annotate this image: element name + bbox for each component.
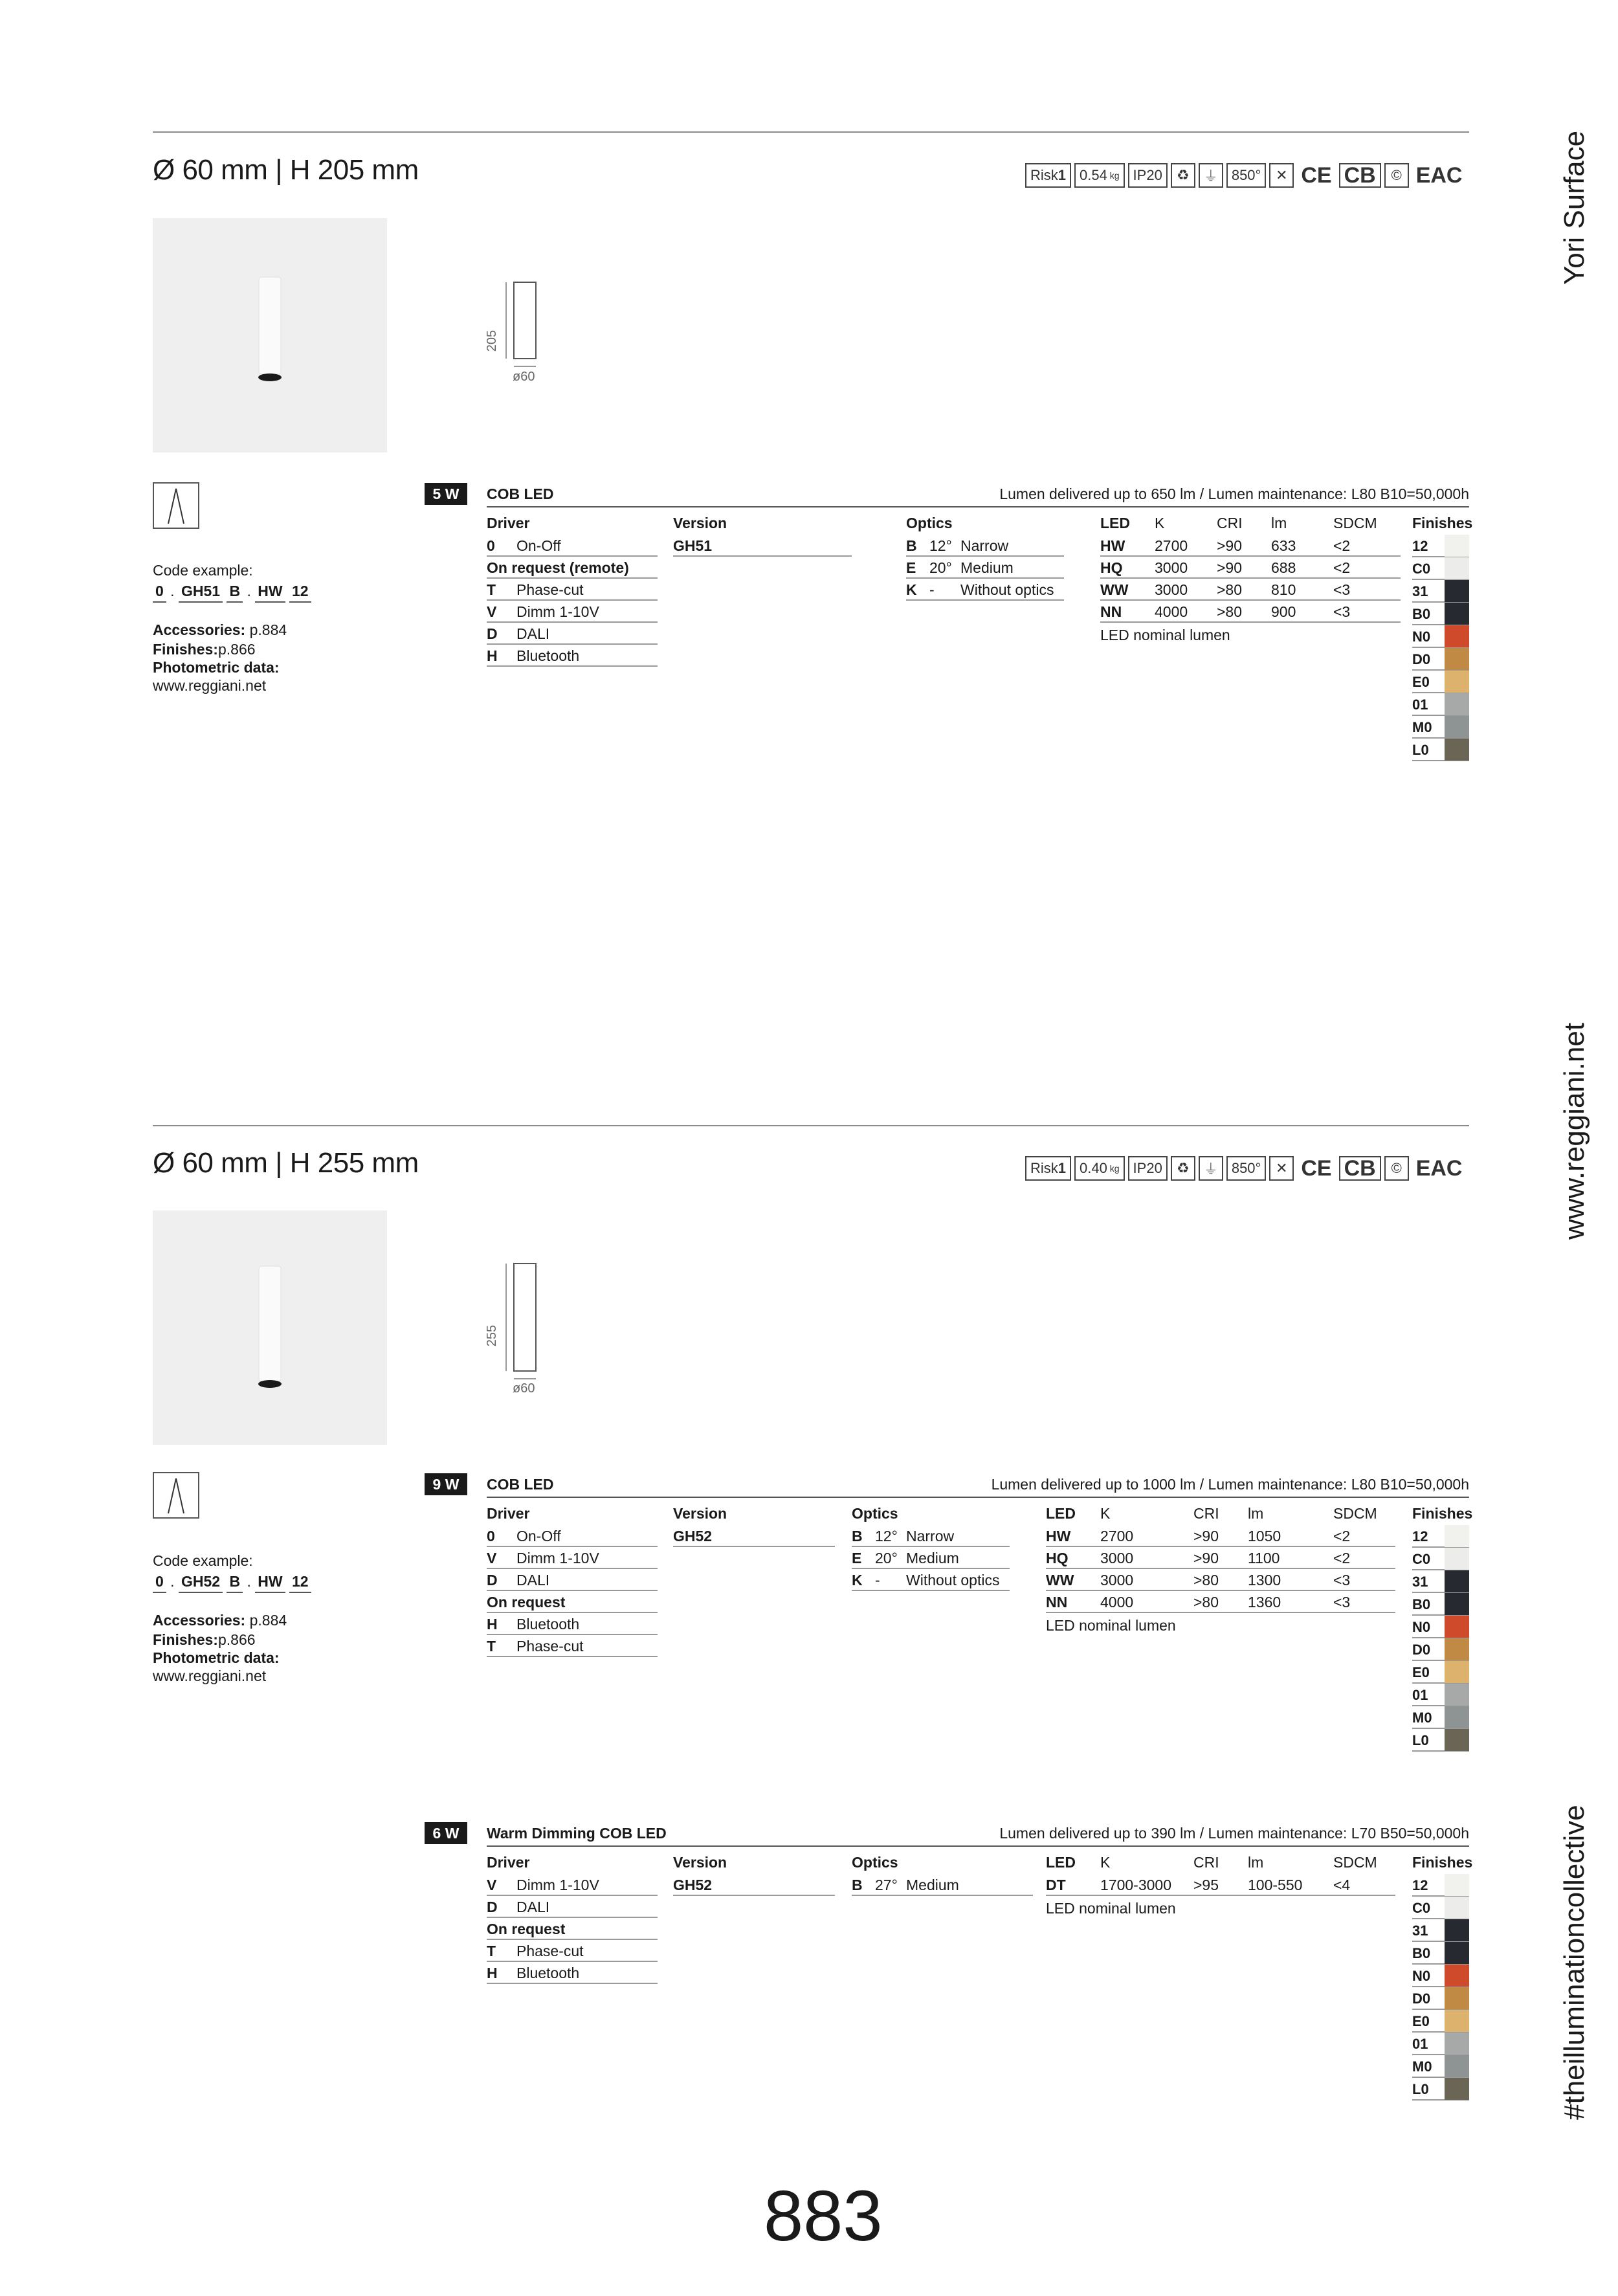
- finish-code: C0: [1412, 1551, 1431, 1567]
- led-table: [1046, 1502, 1395, 1634]
- section-divider: [153, 131, 1469, 133]
- finish-swatch: [1445, 648, 1469, 670]
- finish-code: E0: [1412, 2013, 1430, 2029]
- finish-option[interactable]: [1412, 1548, 1469, 1570]
- led-row[interactable]: NN 4000 >80 1360 <3: [1046, 1591, 1395, 1613]
- driver-option[interactable]: V Dimm 1-10V: [487, 1547, 658, 1569]
- photometric-link[interactable]: www.reggiani.net: [153, 677, 267, 694]
- product-title: Ø 60 mm | H 205 mm: [153, 154, 419, 186]
- optics-column: Optics B 12° Narrow E 20° Medium K - Without optics: [906, 511, 1064, 601]
- finish-swatch: [1445, 1616, 1469, 1638]
- finish-swatch: [1445, 2078, 1469, 2100]
- code-example-value: 0 . GH52 B . HW 12: [153, 1571, 311, 1593]
- finish-option[interactable]: [1412, 1965, 1469, 1987]
- code-example-label: Code example:: [153, 1552, 253, 1569]
- code-example: [153, 1550, 311, 1685]
- finish-option[interactable]: [1412, 1706, 1469, 1729]
- finish-swatch: [1445, 1965, 1469, 1987]
- ce-mark-icon: CE: [1301, 1155, 1332, 1181]
- version-code[interactable]: GH51: [673, 535, 852, 557]
- driver-option[interactable]: H Bluetooth: [487, 645, 658, 667]
- ce-mark-icon: CE: [1301, 162, 1332, 188]
- finish-option[interactable]: [1412, 535, 1469, 557]
- finish-swatch: [1445, 625, 1469, 647]
- led-table-header: LED K CRI lm SDCM: [1046, 1505, 1377, 1522]
- finish-swatch: [1445, 580, 1469, 602]
- weight-icon: 0.54 kg: [1074, 163, 1125, 188]
- finish-option[interactable]: [1412, 2078, 1469, 2101]
- accessories-ref: Accessories: p.884: [153, 621, 287, 638]
- finish-swatch: [1445, 1638, 1469, 1660]
- finish-swatch: [1445, 2010, 1469, 2032]
- finish-code: D0: [1412, 1990, 1431, 2007]
- finish-code: M0: [1412, 2058, 1432, 2075]
- code-example-value: 0 . GH51 B . HW 12: [153, 581, 311, 603]
- led-row[interactable]: HQ 3000 >90 688 <2: [1100, 557, 1401, 579]
- finish-swatch: [1445, 1593, 1469, 1615]
- height-dimension: 255: [485, 1324, 500, 1347]
- finish-code: B0: [1412, 1945, 1431, 1961]
- driver-column: Driver 0 On-Off V Dimm 1-10V D DALI On request H Bluetooth T Phase-cut: [487, 1502, 658, 1657]
- finish-option[interactable]: [1412, 1525, 1469, 1548]
- finish-code: N0: [1412, 1968, 1431, 1984]
- finish-swatch: [1445, 671, 1469, 693]
- driver-on-request: On request: [487, 1591, 658, 1613]
- led-type: COB LED: [487, 485, 554, 502]
- finish-option[interactable]: [1412, 1570, 1469, 1593]
- finish-code: E0: [1412, 1664, 1430, 1680]
- photometric-ref: Photometric data:: [153, 659, 280, 676]
- side-hashtag: #theilluminationcollective: [1558, 1805, 1590, 2120]
- risk-group-icon: Risk 1: [1025, 1156, 1071, 1181]
- height-dimension: 205: [485, 329, 500, 352]
- diameter-dimension: ø60: [513, 370, 535, 384]
- finish-code: L0: [1412, 2081, 1429, 2097]
- finishes-column: Finishes 12 C0 31 B0 N0 D0 E0 01 M0 L0: [1412, 1851, 1469, 2101]
- accessories-ref: Accessories: p.884: [153, 1612, 287, 1629]
- finish-option[interactable]: [1412, 1684, 1469, 1706]
- driver-option[interactable]: 0 On-Off: [487, 1525, 658, 1547]
- section-divider: [153, 1125, 1469, 1126]
- product-photo: [153, 1210, 387, 1445]
- finish-swatch: [1445, 2055, 1469, 2077]
- finish-swatch: [1445, 557, 1469, 579]
- finish-swatch: [1445, 1525, 1469, 1547]
- finish-swatch: [1445, 603, 1469, 625]
- finish-code: C0: [1412, 561, 1431, 577]
- driver-option[interactable]: T Phase-cut: [487, 1635, 658, 1657]
- driver-on-request: On request: [487, 1918, 658, 1940]
- led-row[interactable]: WW 3000 >80 810 <3: [1100, 579, 1401, 601]
- led-table: [1100, 511, 1401, 644]
- version-column: Version GH52: [673, 1502, 835, 1547]
- finish-option[interactable]: [1412, 1616, 1469, 1638]
- led-table-header: LED K CRI lm SDCM: [1046, 1854, 1377, 1871]
- eac-mark-icon: EAC: [1415, 1155, 1463, 1181]
- finish-code: M0: [1412, 1710, 1432, 1726]
- finish-swatch: [1445, 1570, 1469, 1592]
- diameter-dimension: ø60: [513, 1381, 535, 1396]
- finish-option[interactable]: [1412, 1638, 1469, 1661]
- product-title: Ø 60 mm | H 255 mm: [153, 1147, 419, 1179]
- lumen-info: Lumen delivered up to 390 lm / Lumen maintenance: L70 B50=50,000h: [999, 1825, 1469, 1842]
- power-badge: 6 W: [425, 1822, 467, 1844]
- led-row[interactable]: HQ 3000 >90 1100 <2: [1046, 1547, 1395, 1569]
- version-code[interactable]: GH52: [673, 1874, 835, 1896]
- code-example: [153, 560, 311, 695]
- finish-option[interactable]: [1412, 1874, 1469, 1897]
- ip-rating-icon: IP20: [1128, 163, 1168, 188]
- finish-swatch: [1445, 1684, 1469, 1706]
- lamp-illustration: [153, 1210, 387, 1445]
- finish-swatch: [1445, 693, 1469, 715]
- no-insulation-icon: ✕: [1269, 163, 1294, 188]
- certification-icons: [1025, 1156, 1466, 1181]
- finish-code: 12: [1412, 1877, 1428, 1893]
- finish-option[interactable]: [1412, 2010, 1469, 2033]
- finish-code: L0: [1412, 742, 1429, 758]
- finish-option[interactable]: [1412, 2055, 1469, 2078]
- ccc-mark-icon: ©: [1384, 163, 1409, 188]
- temperature-icon: 850°: [1226, 1156, 1267, 1181]
- page-number: 883: [764, 2176, 883, 2256]
- driver-option[interactable]: D DALI: [487, 1569, 658, 1591]
- dimension-drawing: [485, 1257, 550, 1399]
- finish-swatch: [1445, 1661, 1469, 1683]
- no-insulation-icon: ✕: [1269, 1156, 1294, 1181]
- finish-option[interactable]: [1412, 1897, 1469, 1919]
- optics-option[interactable]: B 27° Medium: [852, 1874, 1033, 1896]
- lamp-illustration: [153, 218, 387, 452]
- led-row[interactable]: WW 3000 >80 1300 <3: [1046, 1569, 1395, 1591]
- driver-option[interactable]: H Bluetooth: [487, 1962, 658, 1984]
- finish-swatch: [1445, 1548, 1469, 1570]
- finish-code: 01: [1412, 2036, 1428, 2052]
- driver-option[interactable]: D DALI: [487, 623, 658, 645]
- finish-option[interactable]: [1412, 580, 1469, 603]
- finish-code: 31: [1412, 583, 1428, 599]
- finish-code: B0: [1412, 1596, 1431, 1612]
- beam-icon: [153, 482, 199, 532]
- driver-option[interactable]: V Dimm 1-10V: [487, 1874, 658, 1896]
- driver-option[interactable]: D DALI: [487, 1896, 658, 1918]
- risk-group-icon: Risk 1: [1025, 163, 1071, 188]
- driver-on-request: On request (remote): [487, 557, 658, 579]
- led-row[interactable]: DT 1700-3000 >95 100-550 <4: [1046, 1874, 1395, 1896]
- eac-mark-icon: EAC: [1415, 162, 1463, 188]
- product-photo: [153, 218, 387, 452]
- finish-option[interactable]: [1412, 1942, 1469, 1965]
- finishes-column: Finishes 12 C0 31 B0 N0 D0 E0 01 M0 L0: [1412, 511, 1469, 761]
- optics-option[interactable]: E 20° Medium: [852, 1547, 1010, 1569]
- driver-column: Driver 0 On-Off On request (remote) T Phase-cut V Dimm 1-10V D DALI H Bluetooth: [487, 511, 658, 667]
- earth-ground-icon: ⏚: [1199, 1156, 1223, 1181]
- finish-code: 12: [1412, 1528, 1428, 1544]
- finish-option[interactable]: [1412, 625, 1469, 648]
- optics-option[interactable]: K - Without optics: [852, 1569, 1010, 1591]
- cb-mark-icon: CB: [1339, 163, 1381, 188]
- power-badge: 9 W: [425, 1473, 467, 1495]
- finish-code: 01: [1412, 1687, 1428, 1703]
- finish-swatch: [1445, 1987, 1469, 2009]
- finish-option[interactable]: [1412, 1919, 1469, 1942]
- finish-code: 01: [1412, 697, 1428, 713]
- version-column: Version GH51: [673, 511, 852, 557]
- finish-option[interactable]: [1412, 1661, 1469, 1684]
- earth-ground-icon: ⏚: [1199, 163, 1223, 188]
- optics-option[interactable]: B 12° Narrow: [906, 535, 1064, 557]
- led-type: COB LED: [487, 1476, 554, 1493]
- led-row[interactable]: NN 4000 >80 900 <3: [1100, 601, 1401, 623]
- led-note: LED nominal lumen: [1046, 1900, 1176, 1917]
- finish-option[interactable]: [1412, 603, 1469, 625]
- finish-list: [1412, 1874, 1469, 2101]
- finish-option[interactable]: [1412, 716, 1469, 739]
- finish-code: N0: [1412, 629, 1431, 645]
- optics-column: Optics B 27° Medium: [852, 1851, 1033, 1896]
- finishes-ref: Finishes:p.866: [153, 641, 256, 658]
- finish-swatch: [1445, 2033, 1469, 2055]
- finish-swatch: [1445, 1729, 1469, 1751]
- finish-code: 31: [1412, 1574, 1428, 1590]
- finish-swatch: [1445, 1942, 1469, 1964]
- finish-option[interactable]: [1412, 557, 1469, 580]
- driver-option[interactable]: H Bluetooth: [487, 1613, 658, 1635]
- optics-option[interactable]: K - Without optics: [906, 579, 1064, 601]
- side-product-name: Yori Surface: [1558, 130, 1590, 285]
- finish-code: C0: [1412, 1900, 1431, 1916]
- finish-swatch: [1445, 1874, 1469, 1896]
- driver-option[interactable]: T Phase-cut: [487, 579, 658, 601]
- finish-option[interactable]: [1412, 648, 1469, 671]
- finish-code: L0: [1412, 1732, 1429, 1748]
- temperature-icon: 850°: [1226, 163, 1267, 188]
- finish-code: M0: [1412, 719, 1432, 735]
- finish-list: [1412, 1525, 1469, 1752]
- finish-option[interactable]: [1412, 739, 1469, 761]
- driver-option[interactable]: T Phase-cut: [487, 1940, 658, 1962]
- finish-option[interactable]: [1412, 1729, 1469, 1752]
- optics-option[interactable]: B 12° Narrow: [852, 1525, 1010, 1547]
- finish-option[interactable]: [1412, 693, 1469, 716]
- lumen-info: Lumen delivered up to 650 lm / Lumen maintenance: L80 B10=50,000h: [999, 485, 1469, 502]
- ip-rating-icon: IP20: [1128, 1156, 1168, 1181]
- finish-swatch: [1445, 716, 1469, 738]
- version-code[interactable]: GH52: [673, 1525, 835, 1547]
- lumen-info: Lumen delivered up to 1000 lm / Lumen maintenance: L80 B10=50,000h: [991, 1476, 1469, 1493]
- optics-option[interactable]: E 20° Medium: [906, 557, 1064, 579]
- led-note: LED nominal lumen: [1100, 627, 1230, 643]
- finish-swatch: [1445, 535, 1469, 557]
- finishes-ref: Finishes:p.866: [153, 1631, 256, 1648]
- driver-option[interactable]: V Dimm 1-10V: [487, 601, 658, 623]
- finish-swatch: [1445, 739, 1469, 761]
- finish-code: D0: [1412, 651, 1431, 667]
- dimension-drawing: [485, 275, 550, 392]
- finish-option[interactable]: [1412, 1593, 1469, 1616]
- finish-code: 31: [1412, 1923, 1428, 1939]
- finish-code: D0: [1412, 1642, 1431, 1658]
- beam-icon: [153, 1472, 199, 1522]
- finish-code: E0: [1412, 674, 1430, 690]
- recycle-icon: ♻: [1171, 163, 1195, 188]
- finish-swatch: [1445, 1919, 1469, 1941]
- weight-icon: 0.40 kg: [1074, 1156, 1125, 1181]
- finish-option[interactable]: [1412, 2033, 1469, 2055]
- version-column: Version GH52: [673, 1851, 835, 1896]
- optics-column: Optics B 12° Narrow E 20° Medium K - Without optics: [852, 1502, 1010, 1591]
- driver-option[interactable]: 0 On-Off: [487, 535, 658, 557]
- power-badge: 5 W: [425, 483, 467, 505]
- driver-column: Driver V Dimm 1-10V D DALI On request T Phase-cut H Bluetooth: [487, 1851, 658, 1984]
- led-row[interactable]: HW 2700 >90 1050 <2: [1046, 1525, 1395, 1547]
- code-example-label: Code example:: [153, 562, 253, 579]
- finish-option[interactable]: [1412, 671, 1469, 693]
- ccc-mark-icon: ©: [1384, 1156, 1409, 1181]
- photometric-link[interactable]: www.reggiani.net: [153, 1667, 267, 1684]
- finishes-column: Finishes 12 C0 31 B0 N0 D0 E0 01 M0 L0: [1412, 1502, 1469, 1752]
- side-website[interactable]: www.reggiani.net: [1558, 1022, 1590, 1240]
- led-table: [1046, 1851, 1395, 1917]
- cb-mark-icon: CB: [1339, 1156, 1381, 1181]
- led-note: LED nominal lumen: [1046, 1617, 1176, 1634]
- finish-swatch: [1445, 1897, 1469, 1919]
- finish-code: 12: [1412, 538, 1428, 554]
- led-table-header: LED K CRI lm SDCM: [1100, 515, 1377, 531]
- finish-code: N0: [1412, 1619, 1431, 1635]
- certification-icons: [1025, 163, 1466, 188]
- led-type: Warm Dimming COB LED: [487, 1825, 667, 1842]
- photometric-ref: Photometric data:: [153, 1649, 280, 1666]
- finish-list: [1412, 535, 1469, 761]
- recycle-icon: ♻: [1171, 1156, 1195, 1181]
- led-row[interactable]: HW 2700 >90 633 <2: [1100, 535, 1401, 557]
- finish-option[interactable]: [1412, 1987, 1469, 2010]
- finish-code: B0: [1412, 606, 1431, 622]
- finish-swatch: [1445, 1706, 1469, 1728]
